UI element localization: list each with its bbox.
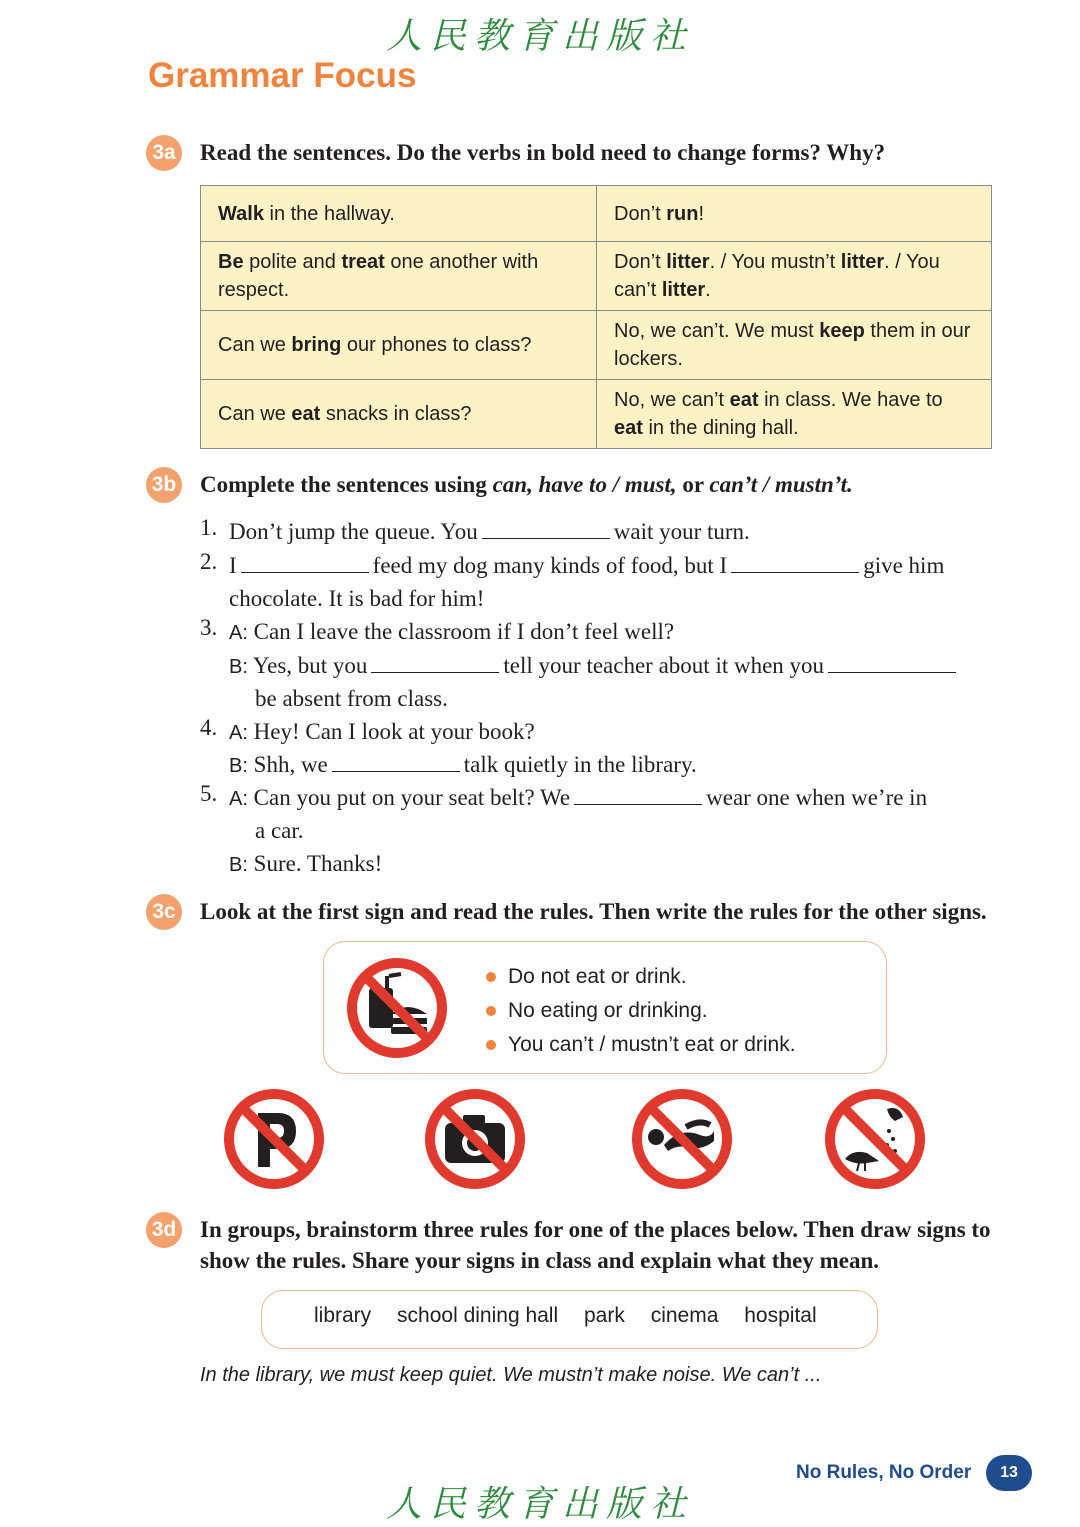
cell-text: Don’t xyxy=(614,251,667,273)
instruction-3b: Complete the sentences using can, have to / must, or can’t / mustn’t. xyxy=(200,472,853,497)
cell-text: polite and xyxy=(243,251,342,273)
exercise-badge-3b: 3b xyxy=(146,467,182,503)
exercise-sentence: chocolate. It is bad for him! xyxy=(229,586,485,611)
rules-list xyxy=(486,960,796,1062)
table-row xyxy=(201,186,992,242)
exercise-badge-3d: 3d xyxy=(146,1212,182,1248)
answer-blank[interactable] xyxy=(332,753,460,772)
item-number: 4. xyxy=(200,715,218,740)
page-title: Grammar Focus xyxy=(148,56,417,95)
cell-text: ! xyxy=(698,202,705,225)
bullet-icon xyxy=(486,1006,496,1016)
bold-verb: bring xyxy=(291,334,342,356)
table-row xyxy=(201,242,992,311)
answer-blank[interactable] xyxy=(371,654,499,673)
list-item: Do not eat or drink. xyxy=(486,960,796,994)
bullet-icon xyxy=(486,1040,496,1050)
places-list xyxy=(314,1304,837,1328)
no-parking-sign-icon xyxy=(222,1087,326,1191)
instruction-3c: Look at the first sign and read the rules. Then write the rules for the other signs. xyxy=(200,899,987,924)
cell-text: one another with respect. xyxy=(218,251,539,301)
publisher-logo: 人民教育出版社 xyxy=(385,1484,694,1525)
exercise-sentence: I feed my dog many kinds of food, but I give him xyxy=(229,553,945,578)
table-cell xyxy=(597,311,992,380)
item-number: 2. xyxy=(200,549,218,574)
bold-verb: Walk xyxy=(218,202,264,225)
cell-text: No, we can’t xyxy=(614,389,730,411)
item-number: 1. xyxy=(200,515,218,540)
exercise-sentence: A: Can you put on your seat belt? We wear one when we’re in xyxy=(229,785,928,810)
cell-text: in class. We have to xyxy=(758,389,943,411)
bold-verb: treat xyxy=(341,251,385,273)
bold-verb: keep xyxy=(819,320,865,342)
item-number: 5. xyxy=(200,781,218,806)
cell-text: our phones to class? xyxy=(341,334,532,356)
bold-verb: litter xyxy=(661,279,706,301)
place-cinema: cinema xyxy=(650,1304,719,1327)
instruction-3a: Read the sentences. Do the verbs in bold need to change forms? Why? xyxy=(200,140,886,165)
list-item: You can’t / mustn’t eat or drink. xyxy=(486,1028,796,1062)
table-row xyxy=(201,311,992,380)
model-answer: In the library, we must keep quiet. We mustn’t make noise. We can’t ... xyxy=(200,1364,822,1386)
exercise-sentence: A: Can I leave the classroom if I don’t feel well? xyxy=(229,619,675,644)
exercise-badge-3c: 3c xyxy=(146,894,182,930)
answer-blank[interactable] xyxy=(482,520,610,539)
exercise-sentence: A: Hey! Can I look at your book? xyxy=(229,719,535,744)
cell-text: in the dining hall. xyxy=(642,417,799,439)
place-hospital: hospital xyxy=(744,1304,817,1327)
exercise-sentence: B: Shh, we talk quietly in the library. xyxy=(229,752,697,777)
item-number: 3. xyxy=(200,615,218,640)
bold-verb: eat xyxy=(729,389,759,411)
instruction-3d: In groups, brainstorm three rules for one of the places below. Then draw signs to show the rules. Share your signs in class and explain what they mean. xyxy=(200,1217,991,1273)
table-cell xyxy=(597,186,992,242)
bold-verb: eat xyxy=(291,403,321,425)
list-item: No eating or drinking. xyxy=(486,994,796,1028)
cell-text: Can we xyxy=(218,403,292,425)
table-cell xyxy=(201,242,597,311)
exercise-sentence: Don’t jump the queue. You wait your turn. xyxy=(229,519,750,544)
cell-text: . xyxy=(705,279,711,301)
page-number: 13 xyxy=(986,1455,1032,1491)
exercise-badge-3a: 3a xyxy=(146,135,182,171)
place-park: park xyxy=(583,1304,625,1327)
table-cell xyxy=(201,380,597,449)
bold-verb: litter xyxy=(840,251,885,273)
no-feeding-birds-sign-icon xyxy=(823,1087,927,1191)
cell-text: in the hallway. xyxy=(263,202,395,225)
exercise-sentence: a car. xyxy=(255,818,304,843)
bold-verb: run xyxy=(666,202,699,225)
answer-blank[interactable] xyxy=(241,554,369,573)
table-cell xyxy=(597,242,992,311)
table-cell xyxy=(597,380,992,449)
no-photography-sign-icon xyxy=(423,1087,527,1191)
table-cell xyxy=(201,186,597,242)
answer-blank[interactable] xyxy=(574,786,702,805)
answer-blank[interactable] xyxy=(828,654,956,673)
bullet-icon xyxy=(486,972,496,982)
table-row xyxy=(201,380,992,449)
rules-table xyxy=(200,185,992,449)
cell-text: . / You can’t xyxy=(614,251,940,301)
no-eating-drinking-sign-icon xyxy=(345,956,449,1060)
bold-verb: Be xyxy=(218,251,244,273)
publisher-logo: 人民教育出版社 xyxy=(385,16,694,57)
no-swimming-sign-icon xyxy=(630,1087,734,1191)
cell-text: snacks in class? xyxy=(320,403,472,425)
place-school-dining-hall: school dining hall xyxy=(397,1304,559,1327)
unit-title: No Rules, No Order xyxy=(796,1462,972,1483)
answer-blank[interactable] xyxy=(731,554,859,573)
cell-text: Can we xyxy=(218,334,292,356)
cell-text: No, we can’t. We must xyxy=(614,320,820,342)
bold-verb: eat xyxy=(614,417,643,439)
cell-text: . / You mustn’t xyxy=(709,251,841,273)
cell-text: them in our lockers. xyxy=(614,320,971,370)
table-cell xyxy=(201,311,597,380)
exercise-sentence: B: Sure. Thanks! xyxy=(229,851,383,876)
exercise-sentence: be absent from class. xyxy=(255,686,448,711)
cell-text: Don’t xyxy=(614,202,667,225)
bold-verb: litter xyxy=(666,251,710,273)
exercise-sentence: B: Yes, but you tell your teacher about it when you xyxy=(229,649,994,684)
place-library: library xyxy=(314,1304,372,1327)
